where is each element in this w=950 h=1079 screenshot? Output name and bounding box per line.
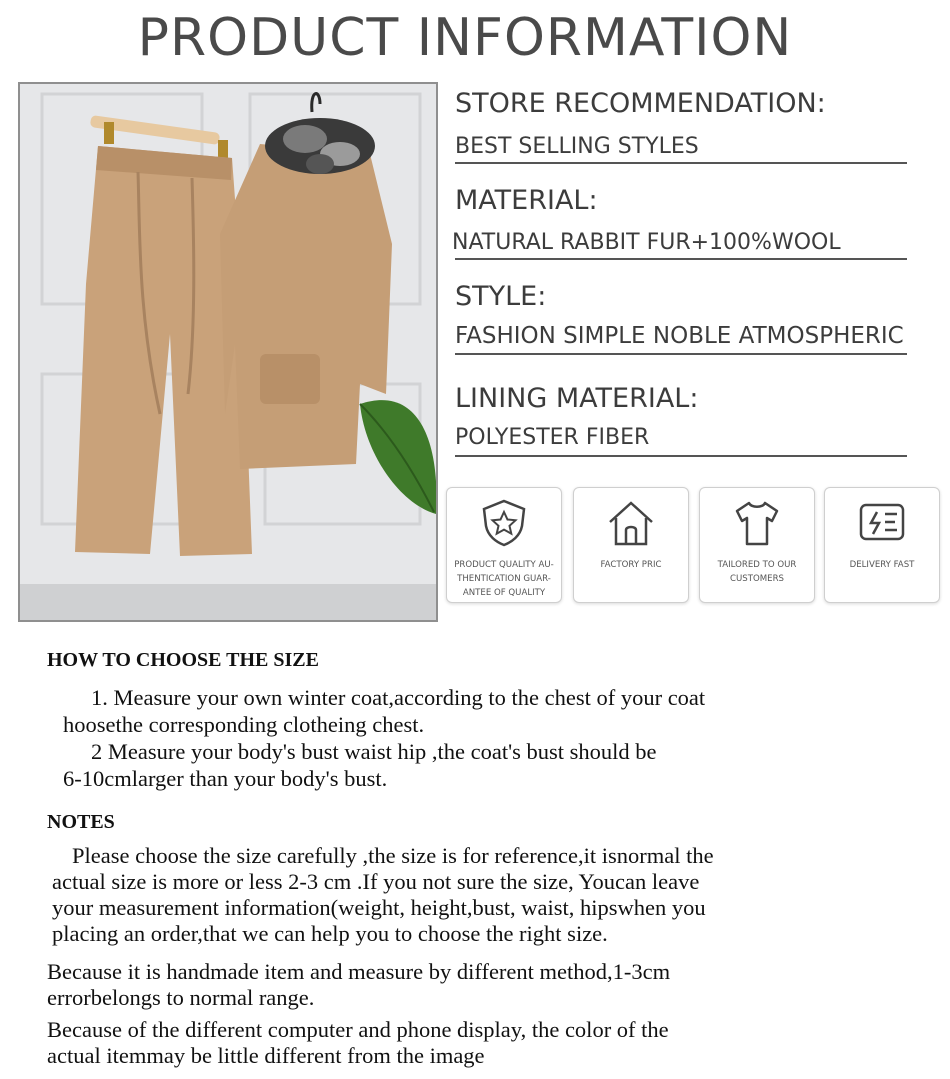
tshirt-icon [732, 498, 782, 548]
notes-paragraph [52, 843, 714, 947]
size-line: 6-10cmlarger than your body's bust. [63, 766, 388, 791]
store-recommendation-value: BEST SELLING STYLES [455, 134, 699, 159]
delivery-badge [824, 487, 940, 603]
size-instructions [63, 684, 705, 792]
badge-caption-line: DELIVERY FAST [849, 560, 915, 570]
tailored-badge [699, 487, 815, 603]
notes-line: actual itemmay be little different from the image [47, 1043, 485, 1068]
shield-star-icon [479, 498, 529, 548]
quality-badge [446, 487, 562, 603]
material-value: NATURAL RABBIT FUR+100%WOOL [452, 230, 841, 255]
notes-line: errorbelongs to normal range. [47, 985, 315, 1010]
size-line: hoosethe corresponding clotheing chest. [63, 712, 425, 737]
notes-line: Because of the different computer and phone display, the color of the [47, 1017, 669, 1042]
notes-paragraph [47, 1017, 669, 1069]
material-label: MATERIAL: [455, 185, 598, 216]
notes-heading: NOTES [47, 811, 115, 833]
page-title: PRODUCT INFORMATION [137, 8, 793, 68]
factory-price-badge [573, 487, 689, 603]
delivery-icon [857, 498, 907, 548]
divider [455, 353, 907, 355]
notes-line: Because it is handmade item and measure by different method,1-3cm [47, 959, 671, 984]
badge-caption-line: CUSTOMERS [729, 574, 785, 584]
factory-price-caption [576, 558, 686, 572]
notes-line: your measurement information(weight, height,bust, waist, hipswhen you [52, 895, 706, 920]
badge-caption-line: PRODUCT QUALITY AU- [454, 560, 554, 570]
badge-caption-line: THENTICATION GUAR- [457, 574, 551, 584]
divider [455, 258, 907, 260]
delivery-caption [827, 558, 937, 572]
notes-line: actual size is more or less 2-3 cm .If you not sure the size, Youcan leave [52, 869, 700, 894]
size-line: 2 Measure your body's bust waist hip ,the coat's bust should be [91, 739, 657, 764]
product-photo [18, 82, 438, 622]
tailored-caption [702, 558, 812, 586]
house-icon [606, 498, 656, 548]
lining-material-value: POLYESTER FIBER [455, 425, 650, 450]
product-photo-illustration [20, 84, 436, 620]
size-heading: HOW TO CHOOSE THE SIZE [47, 649, 319, 671]
badge-caption-line: FACTORY PRIC [600, 560, 662, 570]
notes-line: Please choose the size carefully ,the size is for reference,it isnormal the [72, 843, 714, 868]
notes-line: placing an order,that we can help you to choose the right size. [52, 921, 608, 946]
style-label: STYLE: [455, 281, 547, 312]
quality-badge-caption [449, 558, 559, 600]
size-line: 1. Measure your own winter coat,according to the chest of your coat [91, 685, 706, 710]
divider [455, 162, 907, 164]
lining-material-label: LINING MATERIAL: [455, 383, 699, 414]
badge-caption-line: ANTEE OF QUALITY [462, 588, 546, 598]
divider [455, 455, 907, 457]
style-value: FASHION SIMPLE NOBLE ATMOSPHERIC [455, 323, 904, 349]
store-recommendation-label: STORE RECOMMENDATION: [455, 88, 826, 119]
notes-paragraph [47, 959, 670, 1011]
badge-caption-line: TAILORED TO OUR [717, 560, 797, 570]
